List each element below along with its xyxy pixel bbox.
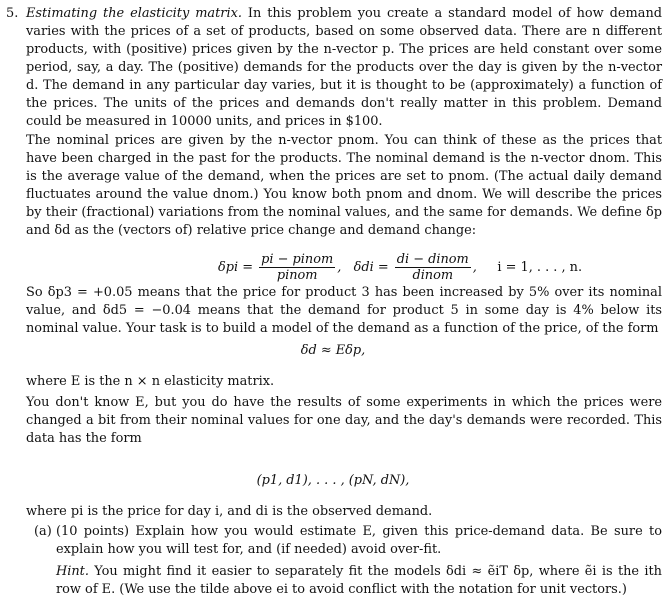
problem-intro-text: In this problem you create a standard model of how demand varies with the prices of a set of products, based on some observed data. There are n different products, with (positive) prices given by the n-vector p. The prices are held constant over some period, say, a day. The (positive) demands for the products over the day is given by the n-vector d. The demand in any particular day varies, but it is thought to be (approximately) a function of the prices. The units of the prices and demands don't really matter in this problem. Demand could be measured in 10000 units, and prices in $100.	[26, 6, 662, 129]
part-a	[34, 523, 662, 559]
experiments-paragraph: You don't know E, but you do have the results of some experiments in which the prices were changed a bit from their nominal values for one day, and the day's demands were recorded. This data has the form	[26, 395, 662, 446]
delta-d-denominator: dinom	[412, 268, 454, 283]
delta-p-denominator: pinom	[276, 268, 318, 283]
delta-p-numerator: pi − pinom	[261, 252, 334, 267]
hint	[56, 563, 662, 599]
part-a-label: (a)	[34, 524, 52, 539]
nominal-paragraph: The nominal prices are given by the n-vector pnom. You can think of these as the prices that have been charged in the past for the products. The nominal demand is the n-vector dnom. This is the average value of the demand, when the prices are set to pnom. (The actual daily demand fluctuates around the value dnom.) You know both pnom and dnom. We will describe the prices by their (fractional) variations from the nominal values, and the same for demands. We define δp and δd as the (vectors of) relative price change and demand change:	[26, 133, 662, 238]
delta-d-numerator: di − dinom	[396, 252, 469, 267]
data-pairs-equation: (p1, d1), . . . , (pN, dN),	[256, 473, 410, 488]
problem-number: 5.	[6, 6, 19, 21]
problem-title: Estimating the elasticity matrix.	[26, 6, 242, 21]
hint-label: Hint.	[56, 564, 89, 579]
problem-intro	[6, 5, 662, 131]
relative-change-equation: δpi = $\frac{\text{pi − pinom}}{\text{pinom}}$ , δdi = $\frac{\text{di − dinom}}{\text{dinom}}$ , i = 1, . . . , n.	[218, 252, 583, 283]
index-range: i = 1, . . . , n.	[497, 260, 583, 275]
example-paragraph: So δp3 = +0.05 means that the price for product 3 has been increased by 5% over its nominal value, and δd5 = −0.04 means that the demand for product 5 in some day is 4% below its nominal value. Your task is to build a model of the demand as a function of the price, of the form	[26, 285, 662, 336]
hint-text: You might find it easier to separately fit the models δdi ≈ ẽiT δp, where ẽi is the ith row of E. (We use the tilde above ei to avoid conflict with the notation for unit vectors.)	[56, 564, 662, 597]
where-line: where pi is the price for day i, and di is the observed demand.	[26, 504, 433, 519]
model-equation: δd ≈ Eδp,	[300, 343, 366, 358]
delta-p-fraction	[259, 252, 335, 283]
elasticity-definition: where E is the n × n elasticity matrix.	[26, 374, 275, 389]
delta-d-fraction	[395, 252, 471, 283]
delta-d-lhs: δdi =	[353, 260, 389, 275]
part-a-text: (10 points) Explain how you would estimate E, given this price-demand data. Be sure to explain how you will test for, and (if needed) avoid over-fit.	[56, 524, 662, 557]
delta-p-lhs: δpi =	[218, 260, 254, 275]
